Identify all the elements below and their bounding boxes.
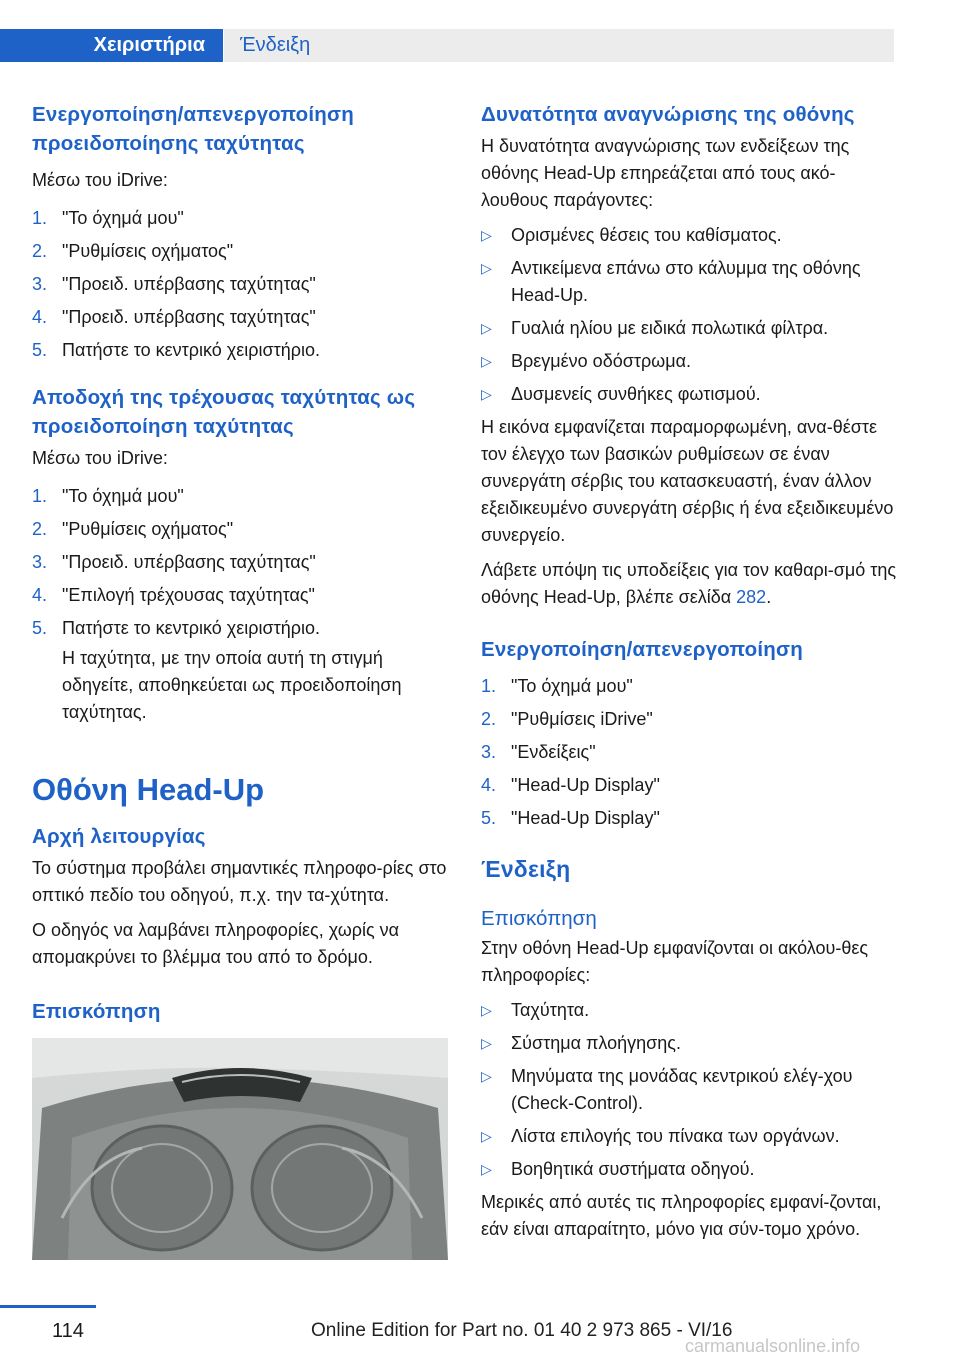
page-number: 114 (52, 1320, 84, 1342)
triangle-bullet-icon: ▷ (481, 386, 492, 402)
list-item: 3. "Προειδ. υπέρβασης ταχύτητας" (32, 552, 316, 572)
list-item: ▷ Βρεγμένο οδόστρωμα. (481, 348, 897, 375)
displayed-info-list (481, 997, 897, 1183)
triangle-bullet-icon: ▷ (481, 1035, 492, 1051)
list-item: 1. "Το όχημά μου" (481, 676, 633, 696)
triangle-bullet-icon: ▷ (481, 353, 492, 369)
chapter-tab-controls[interactable]: Χειριστήρια (0, 29, 223, 62)
edition-text: Online Edition for Part no. 01 40 2 973 865 - VI/16 (311, 1320, 733, 1341)
list-item: 3. "Προειδ. υπέρβασης ταχύτητας" (32, 274, 316, 294)
triangle-bullet-icon: ▷ (481, 1161, 492, 1177)
activation-steps-list (481, 670, 897, 835)
triangle-bullet-icon: ▷ (481, 227, 492, 243)
principle-paragraph-2: Ο οδηγός να λαμβάνει πληροφορίες, χωρίς να απομακρύνει το βλέμμα του από το δρόμο. (32, 920, 400, 967)
visibility-factors-list (481, 222, 897, 408)
triangle-bullet-icon: ▷ (481, 1068, 492, 1084)
via-idrive-text: Μέσω του iDrive: (32, 170, 168, 190)
steps-list-2 (32, 480, 448, 645)
list-item: 4. "Προειδ. υπέρβασης ταχύτητας" (32, 307, 316, 327)
list-item: 5. "Head-Up Display" (481, 808, 660, 828)
section-title-display: Ένδειξη (481, 856, 571, 882)
list-item: ▷ Λίστα επιλογής του πίνακα των οργάνων. (481, 1123, 897, 1150)
triangle-bullet-icon: ▷ (481, 1002, 492, 1018)
section-title-speed-warning-toggle: Ενεργοποίηση/απενεργοποίηση προειδοποίησης ταχύτητας (32, 103, 354, 155)
section-title-visibility: Δυνατότητα αναγνώρισης της οθόνης (481, 103, 855, 126)
section-title-accept-current-speed: Αποδοχή της τρέχουσας ταχύτητας ως προειδοποίηση ταχύτητας (32, 386, 416, 438)
overview-paragraph: Στην οθόνη Head-Up εμφανίζονται οι ακόλου-θες πληροφορίες: (481, 938, 869, 985)
short-time-paragraph: Μερικές από αυτές τις πληροφορίες εμφανί-ζονται, εάν είναι απαραίτητο, μόνο για σύν-τομο χρόνο. (481, 1192, 882, 1239)
left-column (32, 100, 448, 1260)
distorted-image-paragraph: Η εικόνα εμφανίζεται παραμορφωμένη, ανα-θέστε τον έλεγχο των βασικών ρυθμίσεων σε έναν συνεργάτη σέρβις του κατασκευαστή, έναν άλλον εξειδικευμένο συνεργάτη σέρβις ή ένα εξειδικευμένο συνεργείο. (481, 417, 894, 545)
list-item: 2. "Ρυθμίσεις οχήματος" (32, 519, 234, 539)
list-item: ▷ Γυαλιά ηλίου με ειδικά πολωτικά φίλτρα. (481, 315, 897, 342)
step-note: Η ταχύτητα, με την οποία αυτή τη στιγμή οδηγείτε, αποθηκεύεται ως προειδοποίηση ταχύτητας. (62, 648, 402, 722)
list-item: 2. "Ρυθμίσεις οχήματος" (32, 241, 234, 261)
section-tab-display[interactable]: Ένδειξη (224, 29, 894, 62)
list-item: ▷ Μηνύματα της μονάδας κεντρικού ελέγ-χου (Check-Control). (481, 1063, 897, 1117)
footer-accent-line (0, 1305, 96, 1308)
list-item: 2. "Ρυθμίσεις iDrive" (481, 709, 653, 729)
page-header (0, 0, 960, 62)
triangle-bullet-icon: ▷ (481, 320, 492, 336)
principle-paragraph-1: Το σύστημα προβάλει σημαντικές πληροφο-ρίες στο οπτικό πεδίο του οδηγού, π.χ. την τα-χύτητα. (32, 858, 447, 905)
chapter-title-head-up-display: Οθόνη Head-Up (32, 772, 265, 807)
head-up-display-illustration (32, 1038, 448, 1260)
list-item: ▷ Αντικείμενα επάνω στο κάλυμμα της οθόνης Head-Up. (481, 255, 897, 309)
list-item: 4. "Head-Up Display" (481, 775, 660, 795)
list-item: 1. "Το όχημά μου" (32, 486, 184, 506)
section-title-activation: Ενεργοποίηση/απενεργοποίηση (481, 638, 803, 661)
dashboard-illustration (32, 1038, 448, 1260)
steps-list-1 (32, 202, 448, 367)
watermark: carmanualsonline.info (685, 1336, 861, 1356)
via-idrive-text: Μέσω του iDrive: (32, 448, 168, 468)
triangle-bullet-icon: ▷ (481, 1128, 492, 1144)
list-item: ▷ Βοηθητικά συστήματα οδηγού. (481, 1156, 897, 1183)
triangle-bullet-icon: ▷ (481, 260, 492, 276)
list-item: ▷ Σύστημα πλοήγησης. (481, 1030, 897, 1057)
list-item: ▷ Ορισμένες θέσεις του καθίσματος. (481, 222, 897, 249)
list-item: 5. Πατήστε το κεντρικό χειριστήριο. (32, 340, 320, 360)
list-item: 3. "Ενδείξεις" (481, 742, 596, 762)
right-column (481, 100, 897, 1243)
cleaning-note-paragraph: Λάβετε υπόψη τις υποδείξεις για τον καθαρι-σμό της οθόνης Head-Up, βλέπε σελίδα 282. (481, 560, 897, 607)
section-title-overview-right: Επισκόπηση (481, 907, 597, 930)
list-item: 4. "Επιλογή τρέχουσας ταχύτητας" (32, 585, 315, 605)
list-item: ▷ Ταχύτητα. (481, 997, 897, 1024)
list-item: 5. Πατήστε το κεντρικό χειριστήριο. (32, 618, 320, 638)
visibility-paragraph: Η δυνατότητα αναγνώρισης των ενδείξεων της οθόνης Head-Up επηρεάζεται από τους ακό-λουθους παράγοντες: (481, 136, 850, 210)
section-title-principle: Αρχή λειτουργίας (32, 825, 206, 848)
section-title-overview: Επισκόπηση (32, 1000, 161, 1023)
page-link[interactable]: 282 (736, 587, 767, 607)
list-item: 1. "Το όχημά μου" (32, 208, 184, 228)
list-item: ▷ Δυσμενείς συνθήκες φωτισμού. (481, 381, 897, 408)
